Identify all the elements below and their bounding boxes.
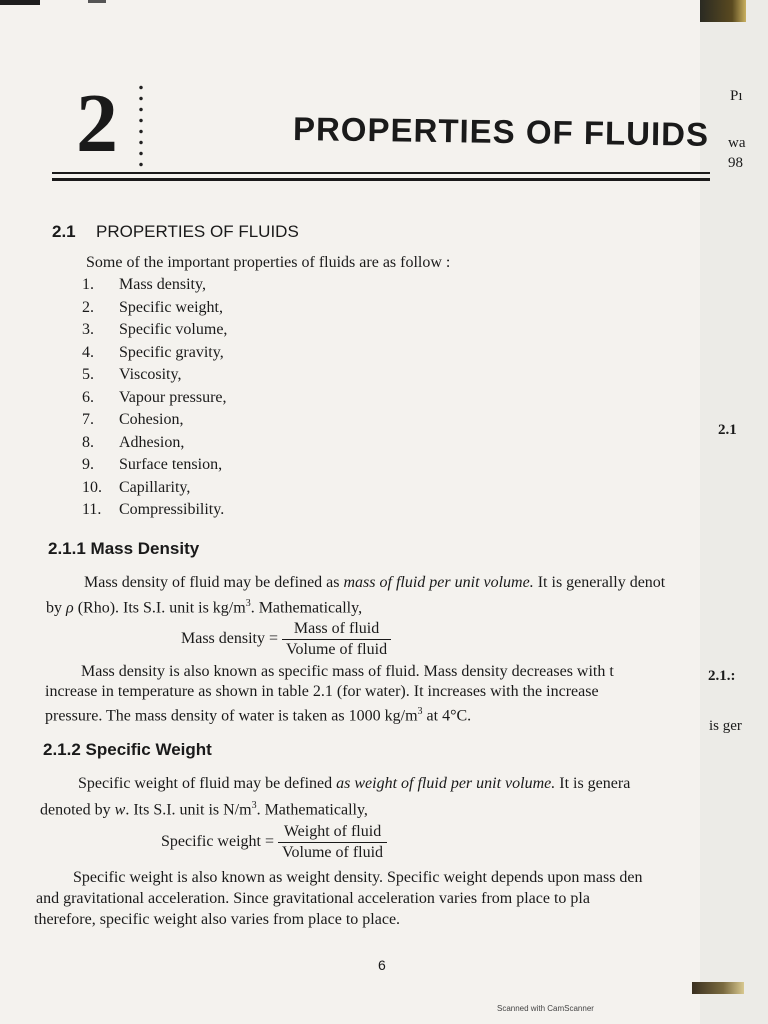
- adjacent-page-text: 2.1.:: [708, 668, 736, 684]
- list-item: 9. Surface tension,: [82, 456, 223, 473]
- adjacent-page-text: is ger: [709, 718, 742, 734]
- dotted-divider: [138, 82, 144, 172]
- adjacent-page-edge: [700, 0, 768, 1024]
- list-item: 11. Compressibility.: [82, 501, 225, 518]
- list-item: 6. Vapour pressure,: [82, 388, 227, 406]
- section-title: PROPERTIES OF FLUIDS: [96, 222, 299, 241]
- mass-density-formula: Mass density = $\frac{\text{Mass of fluid}}{\text{Volume of fluid}}$: [181, 620, 391, 659]
- scan-corner-mark: [692, 982, 744, 994]
- page-number: 6: [378, 957, 386, 973]
- fraction: $\frac{\text{Weight of fluid}}{\text{Volume of fluid}}$: [278, 823, 387, 862]
- paragraph-line: Mass density is also known as specific mass of fluid. Mass density decreases with t: [81, 663, 614, 680]
- paragraph-line: Mass density of fluid may be defined as mass of fluid per unit volume. It is generally denot: [84, 574, 666, 591]
- paragraph-line: Specific weight of fluid may be defined as weight of fluid per unit volume. It is genera: [78, 775, 631, 792]
- paragraph-line: pressure. The mass density of water is taken as 1000 $kg/m^3$ at 4°C.: [45, 706, 472, 725]
- list-item: 4. Specific gravity,: [82, 343, 224, 361]
- scan-corner-mark: [700, 0, 746, 22]
- list-item: 5. Viscosity,: [82, 366, 182, 383]
- chapter-title: PROPERTIES OF FLUIDS: [292, 110, 710, 153]
- list-item: 8. Adhesion,: [82, 433, 185, 451]
- fraction: $\frac{\text{Mass of fluid}}{\text{Volume of fluid}}$: [282, 620, 391, 659]
- list-item: 3. Specific volume,: [82, 321, 228, 338]
- paragraph-line: increase in temperature as shown in table 2.1 (for water). It increases with the increase: [45, 683, 599, 700]
- subsection-heading-specific-weight: 2.1.2 Specific Weight: [43, 740, 212, 759]
- paragraph-line: Specific weight is also known as weight density. Specific weight depends upon mass den: [73, 869, 643, 886]
- section-intro: Some of the important properties of fluids are as follow :: [86, 254, 451, 271]
- properties-list: [82, 274, 227, 522]
- scan-smudge: [0, 0, 40, 5]
- paragraph-line: denoted by w. Its S.I. unit is $N/m^3$. Mathematically,: [40, 800, 368, 819]
- specific-weight-formula: Specific weight = $\frac{\text{Weight of fluid}}{\text{Volume of fluid}}$: [161, 823, 387, 862]
- section-number: 2.1: [52, 222, 76, 241]
- scanner-footer: Scanned with CamScanner: [497, 1004, 594, 1013]
- adjacent-page-text: 2.1: [718, 422, 737, 438]
- header-rule: [52, 178, 710, 181]
- paragraph-line: and gravitational acceleration. Since gravitational acceleration varies from place to pla: [36, 890, 590, 907]
- list-item: 7. Cohesion,: [82, 411, 184, 428]
- paragraph-line: therefore, specific weight also varies from place to place.: [34, 911, 401, 928]
- list-item: 1. Mass density,: [82, 276, 206, 293]
- scan-smudge: [88, 0, 106, 3]
- header-rule: [52, 172, 710, 174]
- section-heading: [52, 222, 299, 242]
- subsection-heading-mass-density: 2.1.1 Mass Density: [48, 539, 200, 558]
- paragraph-line: by ρ (Rho). Its S.I. unit is $kg/m^3$. Mathematically,: [46, 598, 363, 617]
- adjacent-page-text: wa: [728, 135, 746, 151]
- adjacent-page-text: Pı: [730, 88, 743, 104]
- list-item: 2. Specific weight,: [82, 298, 223, 316]
- adjacent-page-text: 98: [728, 155, 743, 171]
- list-item: 10. Capillarity,: [82, 478, 191, 496]
- chapter-number: 2: [76, 77, 118, 170]
